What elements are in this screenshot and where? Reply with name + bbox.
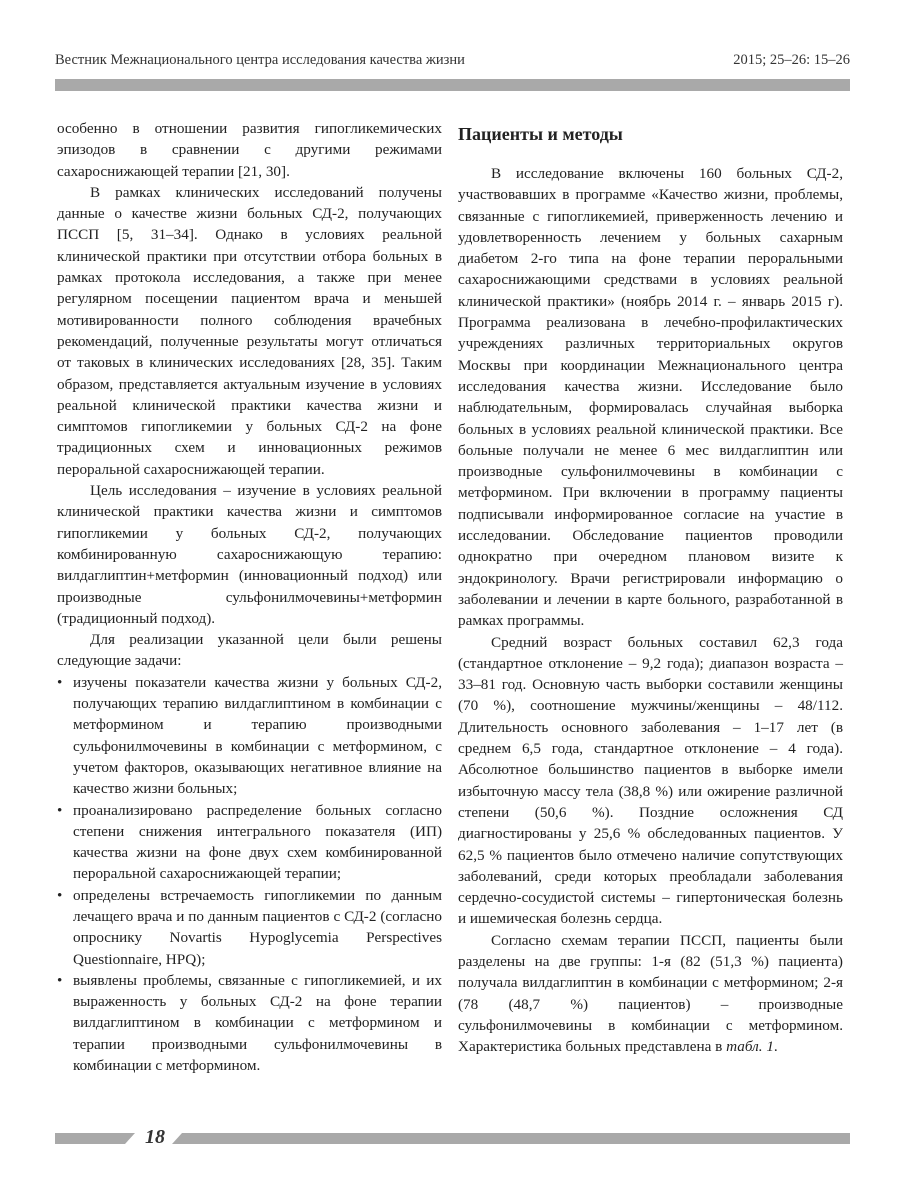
bullet-icon: • xyxy=(57,886,63,904)
paragraph-end: . xyxy=(773,1038,778,1056)
list-item-text: проанализировано распределение больных согласно степени снижения интегрального показателя (ИП) качества жизни на фоне двух схем комбинированной пероральной сахароснижающей терапии; xyxy=(73,801,442,883)
list-item xyxy=(57,885,442,970)
header-rule xyxy=(55,79,850,91)
list-item-text: выявлены проблемы, связанные с гипогликемией, и их выраженность у больных СД-2 на фоне терапии вилдаглиптином в комбинации с метформином и терапии производными сульфонилмочевины в комбинации с метформином. xyxy=(73,971,442,1075)
page-number: 18 xyxy=(145,1126,165,1148)
bullet-icon: • xyxy=(57,801,63,819)
bullet-icon: • xyxy=(57,971,63,989)
paragraph xyxy=(458,930,843,1058)
list-item xyxy=(57,672,442,800)
bullet-icon: • xyxy=(57,673,63,691)
footer-rule-right xyxy=(182,1133,850,1144)
running-header xyxy=(55,52,850,69)
footer-rule-left xyxy=(55,1133,125,1144)
section-title: Пациенты и методы xyxy=(458,124,623,144)
paragraph: Для реализации указанной цели были решены следующие задачи: xyxy=(57,631,442,670)
list-item xyxy=(57,800,442,885)
paragraph: В исследование включены 160 больных СД-2, участвовавших в программе «Качество жизни, проблемы, связанные с гипогликемией, приверженность лечению и удовлетворенность лечением у больных сахарным диабетом 2-го типа на фоне терапии пероральными сахароснижающими средствами в условиях реальной клинической практики» (ноябрь 2014 г. – январь 2015 г). Программа реализована в лечебно-профилактических учреждениях различных территориальных округов Москвы при координации Межнационального центра исследования качества жизни. Исследование было наблюдательным, формировалась случайная выборка больных в условиях реальной клинической практики. Все больные получали не менее 6 мес вилдаглиптин или производные сульфонилмочевины в комбинации с метформином. При включении в программу пациенты подписывали информированное согласие на участие в исследовании. Обследование пациентов проводили однократно при очередном плановом визите к эндокринологу. Врачи регистрировали информацию о заболевании и лечении в карте больного, разработанной в рамках программы. xyxy=(458,165,843,630)
list-item-text: изучены показатели качества жизни у больных СД-2, получающих терапию вилдаглиптином в комбинации с метформином и терапию производными сульфонилмочевины в комбинации с метформином, с учетом факторов, оказывающих негативное влияние на качество жизни больных; xyxy=(73,673,442,798)
list-item-text: определены встречаемость гипогликемии по данным лечащего врача и по данным пациентов с СД-2 (согласно опроснику Novartis Hypoglycemia Perspectives Questionnaire, HPQ); xyxy=(73,886,442,968)
table-reference: табл. 1 xyxy=(726,1038,774,1056)
right-column xyxy=(458,118,843,1057)
paragraph: Цель исследования – изучение в условиях реальной клинической практики качества жизни и симптомов гипогликемии у больных СД-2, получающих комбинированную сахароснижающую терапию: вилдаглиптин+метформин (инновационный подход) или производные сульфонилмочевины+метформин (традиционный подход). xyxy=(57,482,442,627)
issue-citation: 2015; 25–26: 15–26 xyxy=(733,52,850,68)
task-list xyxy=(57,672,442,1077)
journal-title: Вестник Межнационального центра исследования качества жизни xyxy=(55,52,465,68)
paragraph: особенно в отношении развития гипогликемических эпизодов в сравнении с другими режимами сахароснижающей терапии [21, 30]. xyxy=(57,120,442,180)
paragraph: В рамках клинических исследований получены данные о качестве жизни больных СД-2, получающих ПССП [5, 31–34]. Однако в условиях реальной клинической практики при отсутствии отбора больных в рамках протокола исследования, а также при менее регулярном посещении пациентом врача и меньшей мотивированности полного соблюдения врачебных рекомендаций, полученные результаты могут отличаться от таковых в клинических исследованиях [28, 35]. Таким образом, представляется актуальным изучение в условиях реальной клинической практики качества жизни и симптомов гипогликемии у больных СД-2 на фоне традиционных схем и инновационных режимов пероральной сахароснижающей терапии. xyxy=(57,183,442,478)
paragraph: Средний возраст больных составил 62,3 года (стандартное отклонение – 9,2 года); диапазон возраста – 33–81 год. Основную часть выборки составили женщины (70 %), соотношение мужчины/женщины – 48/112. Длительность основного заболевания – 1–17 лет (в среднем 6,5 года, стандартное отклонение – 4 года). Абсолютное большинство пациентов в выборке имели избыточную массу тела (38,8 %) или ожирение различной степени (50,6 %). Поздние осложнения СД диагностированы у 25,6 % обследованных пациентов. У 62,5 % пациентов было отмечено наличие сопутствующих заболеваний, среди которых преобладали заболевания сердечно-сосудистой системы – гипертоническая болезнь и ишемическая болезнь сердца. xyxy=(458,633,843,928)
list-item xyxy=(57,970,442,1076)
paragraph-text: Согласно схемам терапии ПССП, пациенты были разделены на две группы: 1-я (82 (51,3 %) пациента) получала вилдаглиптин в комбинации с метформином; 2-я (78 (48,7 %) пациентов) – производные сульфонилмочевины в комбинации с метформином. Характеристика больных представлена в xyxy=(458,931,843,1056)
left-column xyxy=(57,118,442,1076)
